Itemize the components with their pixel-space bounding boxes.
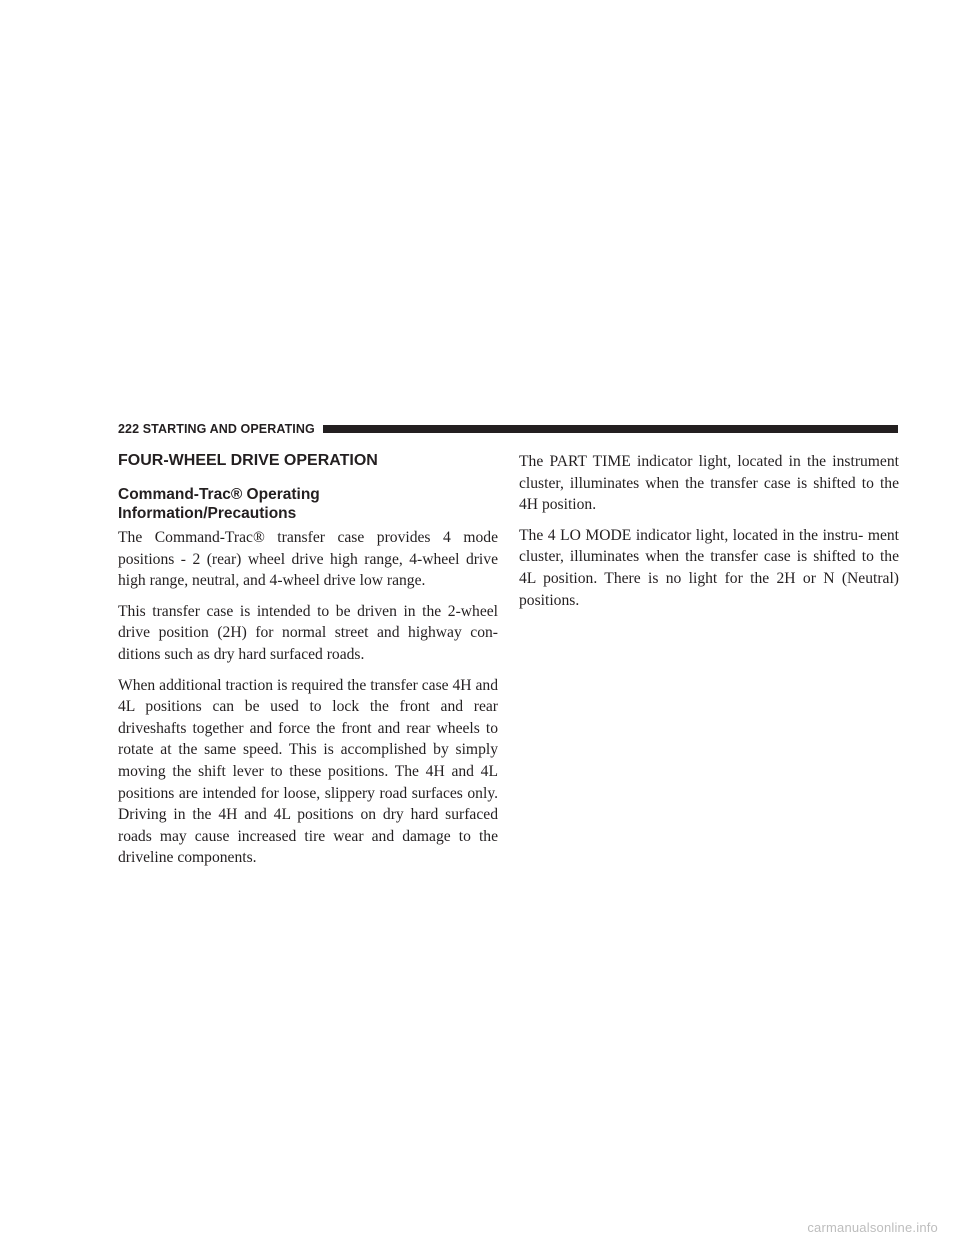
subsection-title-line2: Information/Precautions xyxy=(118,504,297,522)
right-column xyxy=(519,451,899,620)
subsection-title-line1: Command-Trac® Operating xyxy=(118,486,320,503)
page-header-label: 222 STARTING AND OPERATING xyxy=(118,422,315,436)
page-header xyxy=(118,420,898,438)
paragraph-4lo-mode-light: The 4 LO MODE indicator light, located in the instru- ment cluster, illuminates when the transfer case is shifted to the 4L position. There is no light for the 2H or N (Neutral) positions. xyxy=(519,526,899,609)
paragraph-part-time-light: The PART TIME indicator light, located in the instrument cluster, illuminates when the transfer case is shifted to the 4H position. xyxy=(519,453,899,514)
left-column xyxy=(118,451,498,878)
paragraph-2h-usage: This transfer case is intended to be driven in the 2-wheel drive position (2H) for normal street and highway con- ditions such as dry hard surfaced roads. xyxy=(118,602,498,663)
section-title: FOUR-WHEEL DRIVE OPERATION xyxy=(118,452,378,469)
subsection-title xyxy=(118,486,498,523)
paragraph-4h-4l-usage: When additional traction is required the transfer case 4H and 4L positions can be used to lock the front and rear driveshafts together and force the front and rear wheels to rotate at the same speed. This is accomplished by simply moving the shift lever to these positions. The 4H and 4L positions are intended for loose, slippery road surfaces only. Driving in the 4H and 4L positions on dry hard surfaced roads may cause increased tire wear and damage to the driveline components. xyxy=(118,676,498,867)
watermark-logo: carmanualsonline.info xyxy=(807,1220,938,1235)
header-rule xyxy=(323,425,898,433)
paragraph-mode-positions: The Command-Trac® transfer case provides 4 mode positions - 2 (rear) wheel drive high range, 4-wheel drive high range, neutral, and 4-wheel drive low range. xyxy=(118,529,498,590)
